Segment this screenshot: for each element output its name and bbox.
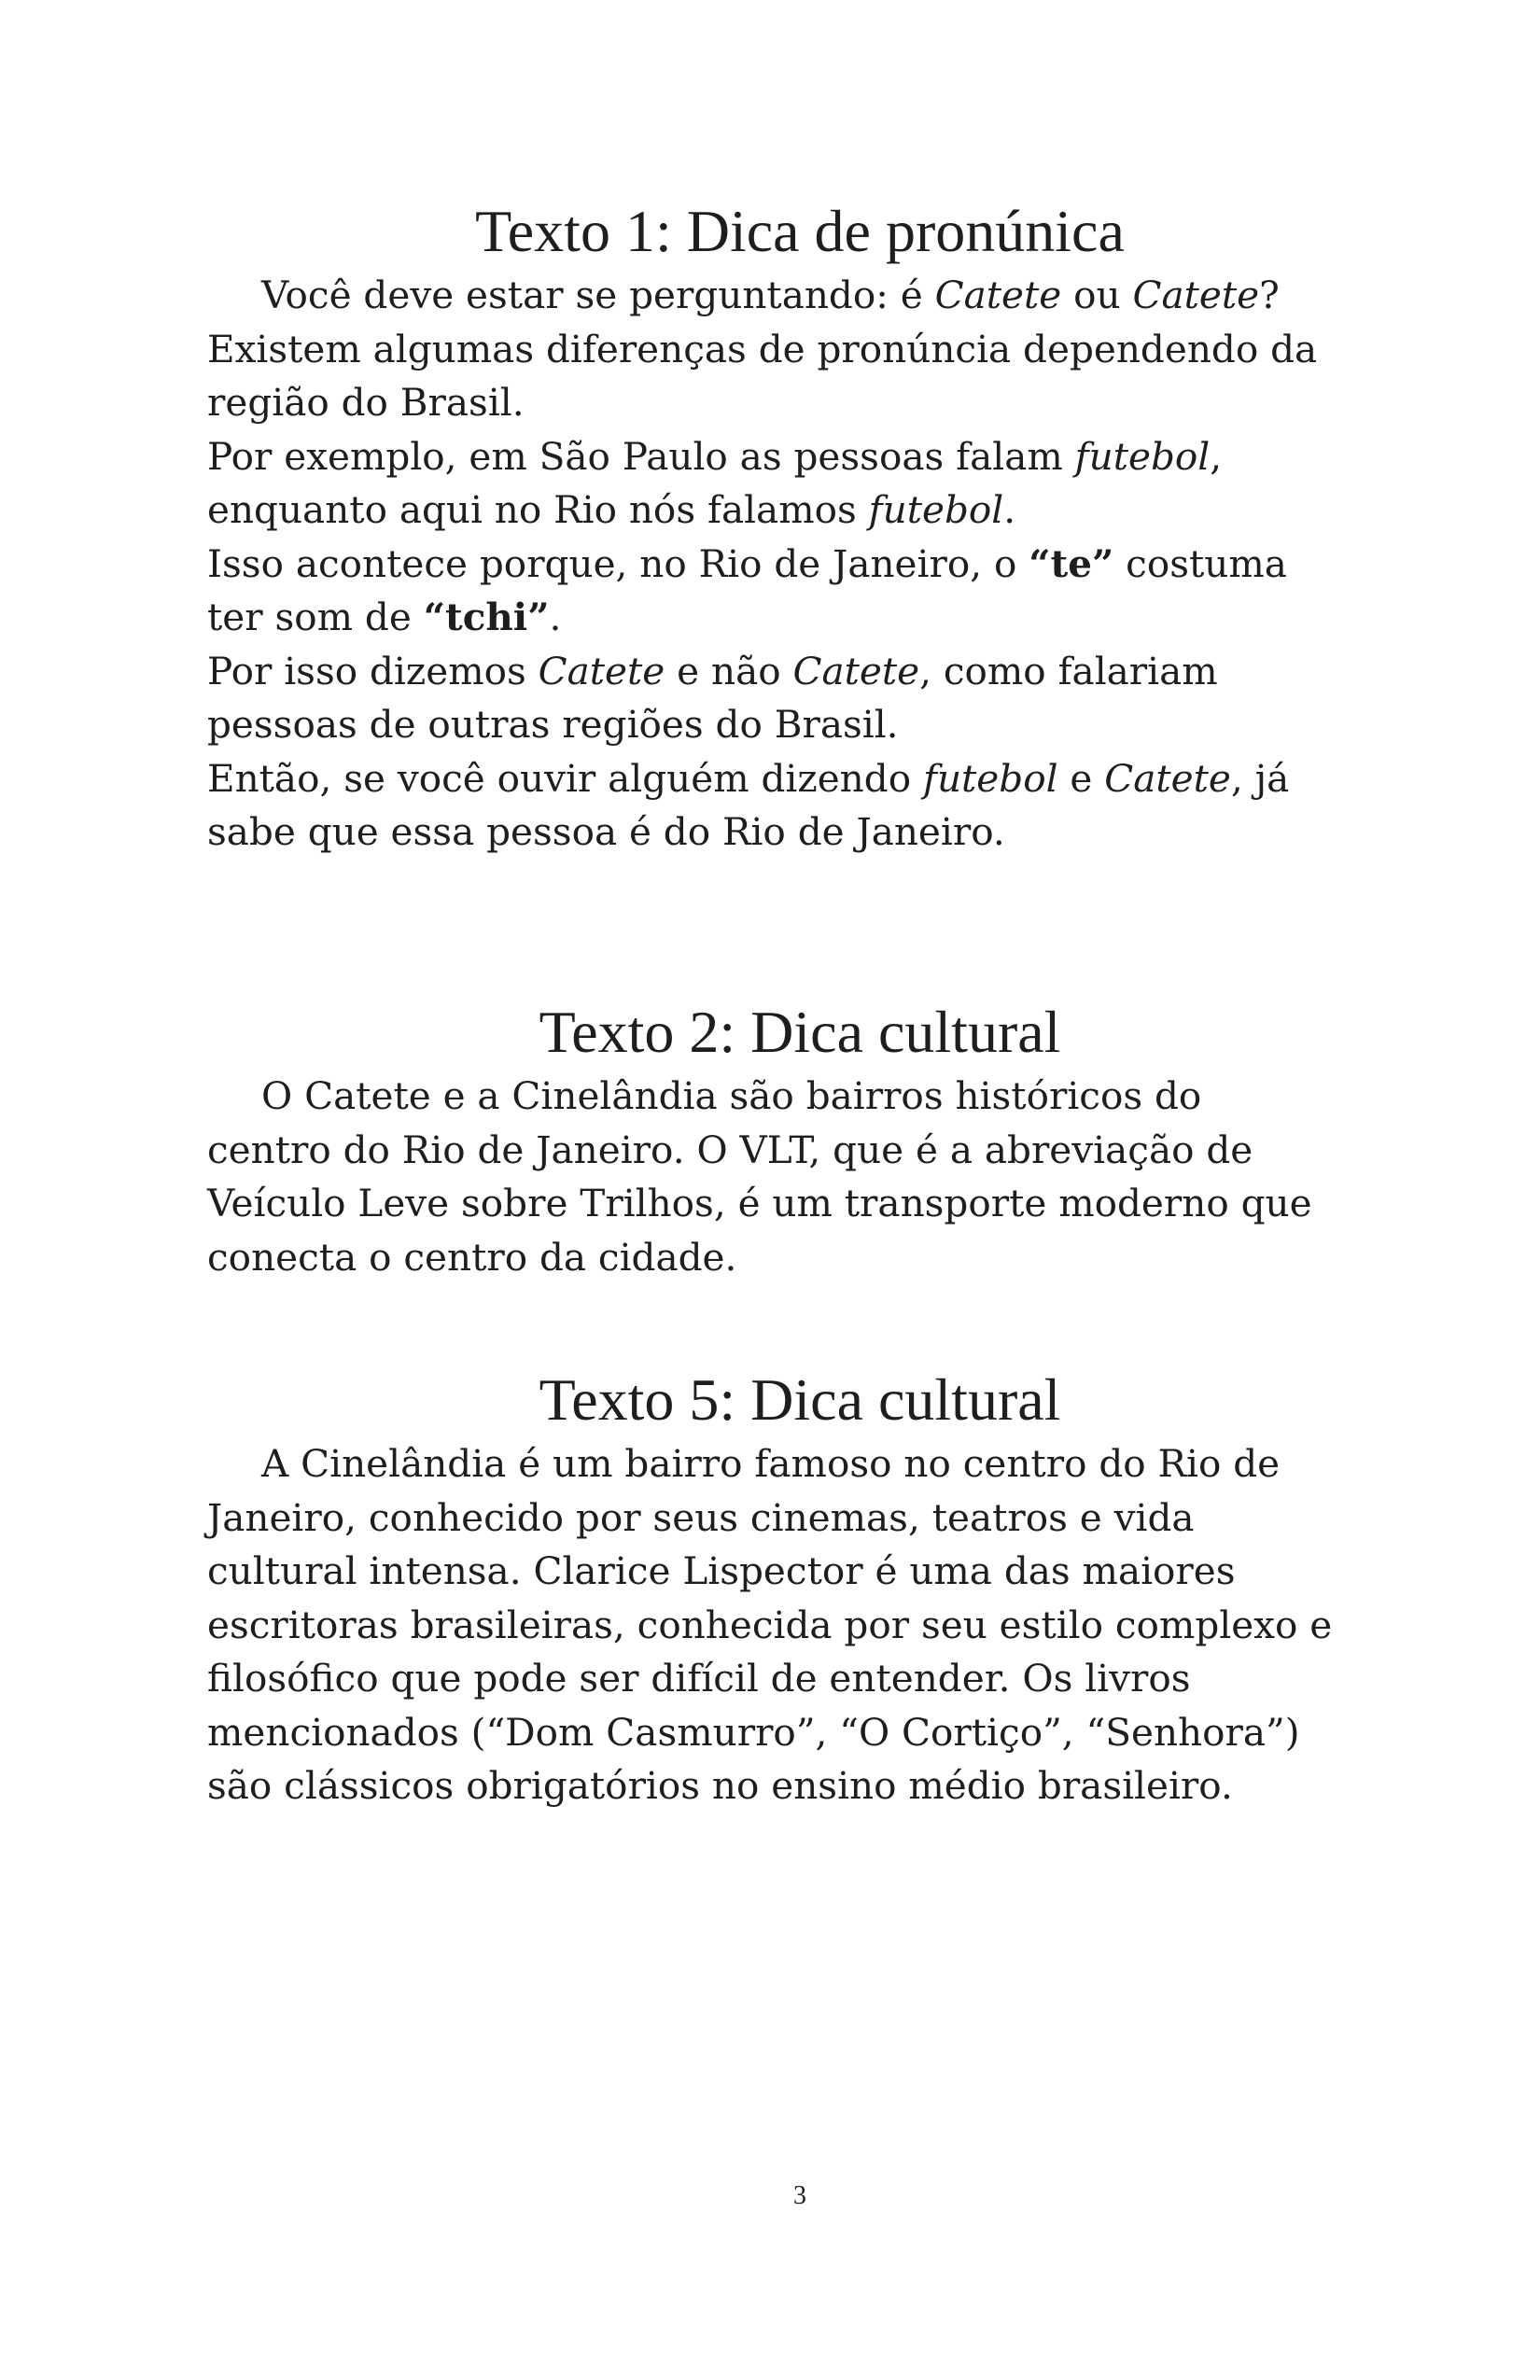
paragraph-texto-1 [207, 269, 1393, 860]
section-title-texto-5: Texto 5: Dica cultural [539, 1366, 1061, 1433]
italic-word: futebol [922, 755, 1058, 801]
text-run: e não [665, 648, 793, 693]
text-run: e [1057, 755, 1105, 801]
section-texto-1 [207, 196, 1393, 860]
paragraph-texto-5 [207, 1437, 1393, 1813]
text-line [207, 269, 1393, 323]
text-run: ? [1259, 273, 1280, 317]
text-line: pessoas de outras regiões do Brasil. [207, 702, 899, 747]
text-run: enquanto aqui no Rio nós falamos [207, 487, 869, 532]
text-line: Existem algumas diferenças de pronúncia dependendo da [207, 326, 1318, 371]
text-line: escritoras brasileiras, conhecida por seu estilo complexo e [207, 1602, 1333, 1647]
italic-word: futebol [868, 487, 1004, 532]
document-page [207, 0, 1393, 2380]
text-run: Por isso dizemos [207, 648, 539, 693]
italic-word: futebol [1074, 433, 1211, 479]
section-texto-2 [207, 997, 1393, 1284]
text-run: Então, se você ouvir alguém dizendo [207, 755, 923, 801]
text-run: . [549, 595, 562, 639]
text-run: Por exemplo, em São Paulo as pessoas falam [207, 433, 1075, 479]
text-line [207, 538, 1393, 592]
italic-word: Catete [538, 648, 665, 693]
bold-word: “te” [1029, 540, 1114, 586]
text-line: conecta o centro da cidade. [207, 1234, 737, 1280]
text-line: O Catete e a Cinelândia são bairros históricos do [261, 1073, 1202, 1118]
text-line: mencionados (“Dom Casmurro”, “O Cortiço”, “Senhora”) [207, 1709, 1300, 1755]
text-line [207, 483, 1393, 538]
text-line: Veículo Leve sobre Trilhos, é um transporte moderno que [207, 1181, 1312, 1225]
text-line: filosófico que pode ser difícil de entender. Os livros [207, 1656, 1191, 1701]
section-title-texto-1: Texto 1: Dica de pronúnica [475, 198, 1125, 264]
italic-word: Catete [1132, 273, 1260, 317]
paragraph-texto-2 [207, 1070, 1393, 1284]
italic-word: Catete [1104, 755, 1231, 801]
section-title-texto-2: Texto 2: Dica cultural [539, 999, 1061, 1065]
italic-word: Catete [792, 648, 920, 693]
text-run: , [1210, 433, 1223, 479]
text-line [207, 752, 1393, 806]
text-line: são clássicos obrigatórios no ensino médio brasileiro. [207, 1763, 1233, 1808]
text-run: ou [1061, 273, 1133, 317]
text-line: Janeiro, conhecido por seus cinemas, teatros e vida [207, 1494, 1195, 1540]
text-line: centro do Rio de Janeiro. O VLT, que é a abreviação de [207, 1127, 1253, 1172]
text-line [207, 430, 1393, 484]
page-number: 3 [793, 2181, 806, 2210]
bold-word: “tchi” [423, 595, 550, 639]
text-run: , já [1230, 755, 1290, 801]
text-line: região do Brasil. [207, 380, 525, 425]
text-line: A Cinelândia é um bairro famoso no centro do Rio de [261, 1441, 1281, 1486]
text-line [207, 645, 1393, 699]
text-run: costuma [1113, 540, 1287, 586]
text-run: . [1003, 487, 1016, 532]
text-line: cultural intensa. Clarice Lispector é uma das maiores [207, 1548, 1236, 1593]
text-line [207, 591, 1393, 645]
section-texto-5 [207, 1365, 1393, 1813]
text-run: Você deve estar se perguntando: é [261, 273, 935, 317]
text-run: ter som de [207, 595, 424, 639]
text-run: , como falariam [919, 648, 1218, 693]
italic-word: Catete [934, 273, 1062, 317]
text-run: Isso acontece porque, no Rio de Janeiro, o [207, 540, 1029, 586]
text-line: sabe que essa pessoa é do Rio de Janeiro. [207, 809, 1005, 854]
